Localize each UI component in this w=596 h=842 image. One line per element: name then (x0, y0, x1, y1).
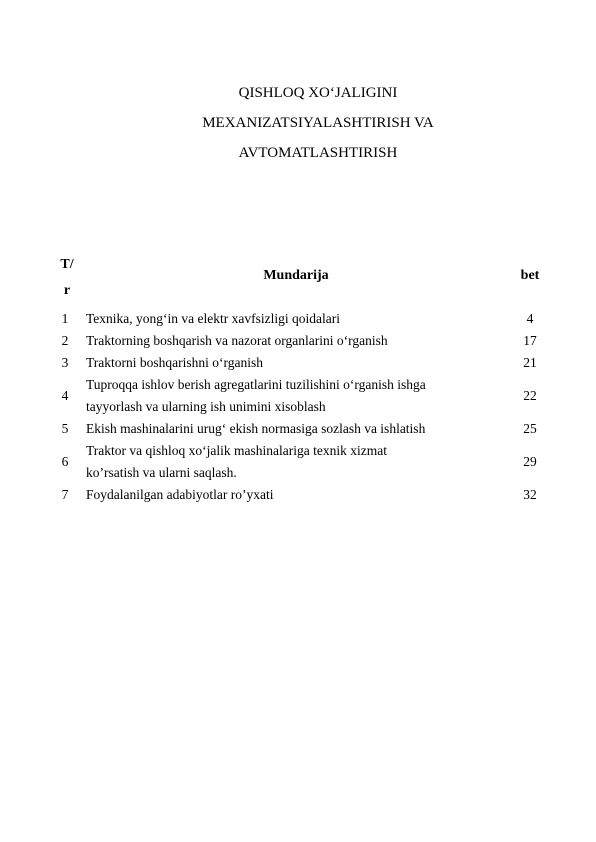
toc-row-number: 2 (61, 333, 69, 348)
toc-row-title-line: Tuproqqa ishlov berish agregatlarini tuzilishini o‘rganish ishga (86, 377, 426, 392)
toc-row-2 (48, 330, 558, 352)
toc-header-number-line-2: r (63, 283, 71, 298)
title-line-2: MEXANIZATSIYALASHTIRISH VA (202, 115, 434, 131)
toc-row-page: 17 (523, 333, 537, 348)
toc-row-title (78, 440, 508, 484)
toc-row-number: 1 (61, 311, 69, 326)
toc-row-number: 3 (61, 355, 69, 370)
toc-row-title-line: Traktorning boshqarish va nazorat organlarini o‘rganish (86, 333, 388, 348)
toc-header-number-line-1: T/ (60, 257, 74, 272)
toc-row-title (78, 330, 508, 352)
document-title (100, 78, 536, 168)
toc-row-title-line: Ekish mashinalarini urug‘ ekish normasiga sozlash va ishlatish (86, 421, 426, 436)
toc-row-1 (48, 308, 558, 330)
toc-row-title (78, 418, 508, 440)
toc-row-number: 4 (61, 388, 69, 403)
toc-row-number: 5 (61, 421, 69, 436)
toc-row-title-line: Traktorni boshqarishni o‘rganish (86, 355, 263, 370)
table-of-contents (48, 252, 558, 506)
toc-row-page: 32 (523, 487, 537, 502)
toc-row-3 (48, 352, 558, 374)
toc-row-page: 25 (523, 421, 537, 436)
toc-header-page: bet (520, 268, 540, 283)
toc-row-title-line: Texnika, yong‘in va elektr xavfsizligi qoidalari (86, 311, 340, 326)
toc-header-number (56, 252, 78, 304)
toc-row-title-line: ko’rsatish va ularni saqlash. (86, 465, 237, 480)
toc-row-5 (48, 418, 558, 440)
toc-header (48, 252, 558, 308)
toc-row-title-line: tayyorlash va ularning ish unimini xisoblash (86, 399, 326, 414)
title-line-3: AVTOMATLASHTIRISH (238, 145, 398, 161)
toc-header-title: Mundarija (263, 268, 329, 283)
toc-row-title (78, 308, 508, 330)
toc-row-title (78, 374, 508, 418)
toc-row-title (78, 352, 508, 374)
toc-row-title-line: Traktor va qishloq xo‘jalik mashinalariga texnik xizmat (86, 443, 387, 458)
toc-row-6 (48, 440, 558, 484)
toc-row-number: 6 (61, 454, 69, 469)
toc-row-page: 4 (526, 311, 534, 326)
toc-row-title-line: Foydalanilgan adabiyotlar ro’yxati (86, 487, 274, 502)
toc-row-page: 21 (523, 355, 537, 370)
toc-row-number: 7 (61, 487, 69, 502)
toc-row-page: 22 (523, 388, 537, 403)
toc-row-page: 29 (523, 454, 537, 469)
toc-row-4 (48, 374, 558, 418)
title-line-1: QISHLOQ XO‘JALIGINI (238, 85, 398, 101)
toc-row-title (78, 484, 508, 506)
toc-row-7 (48, 484, 558, 506)
